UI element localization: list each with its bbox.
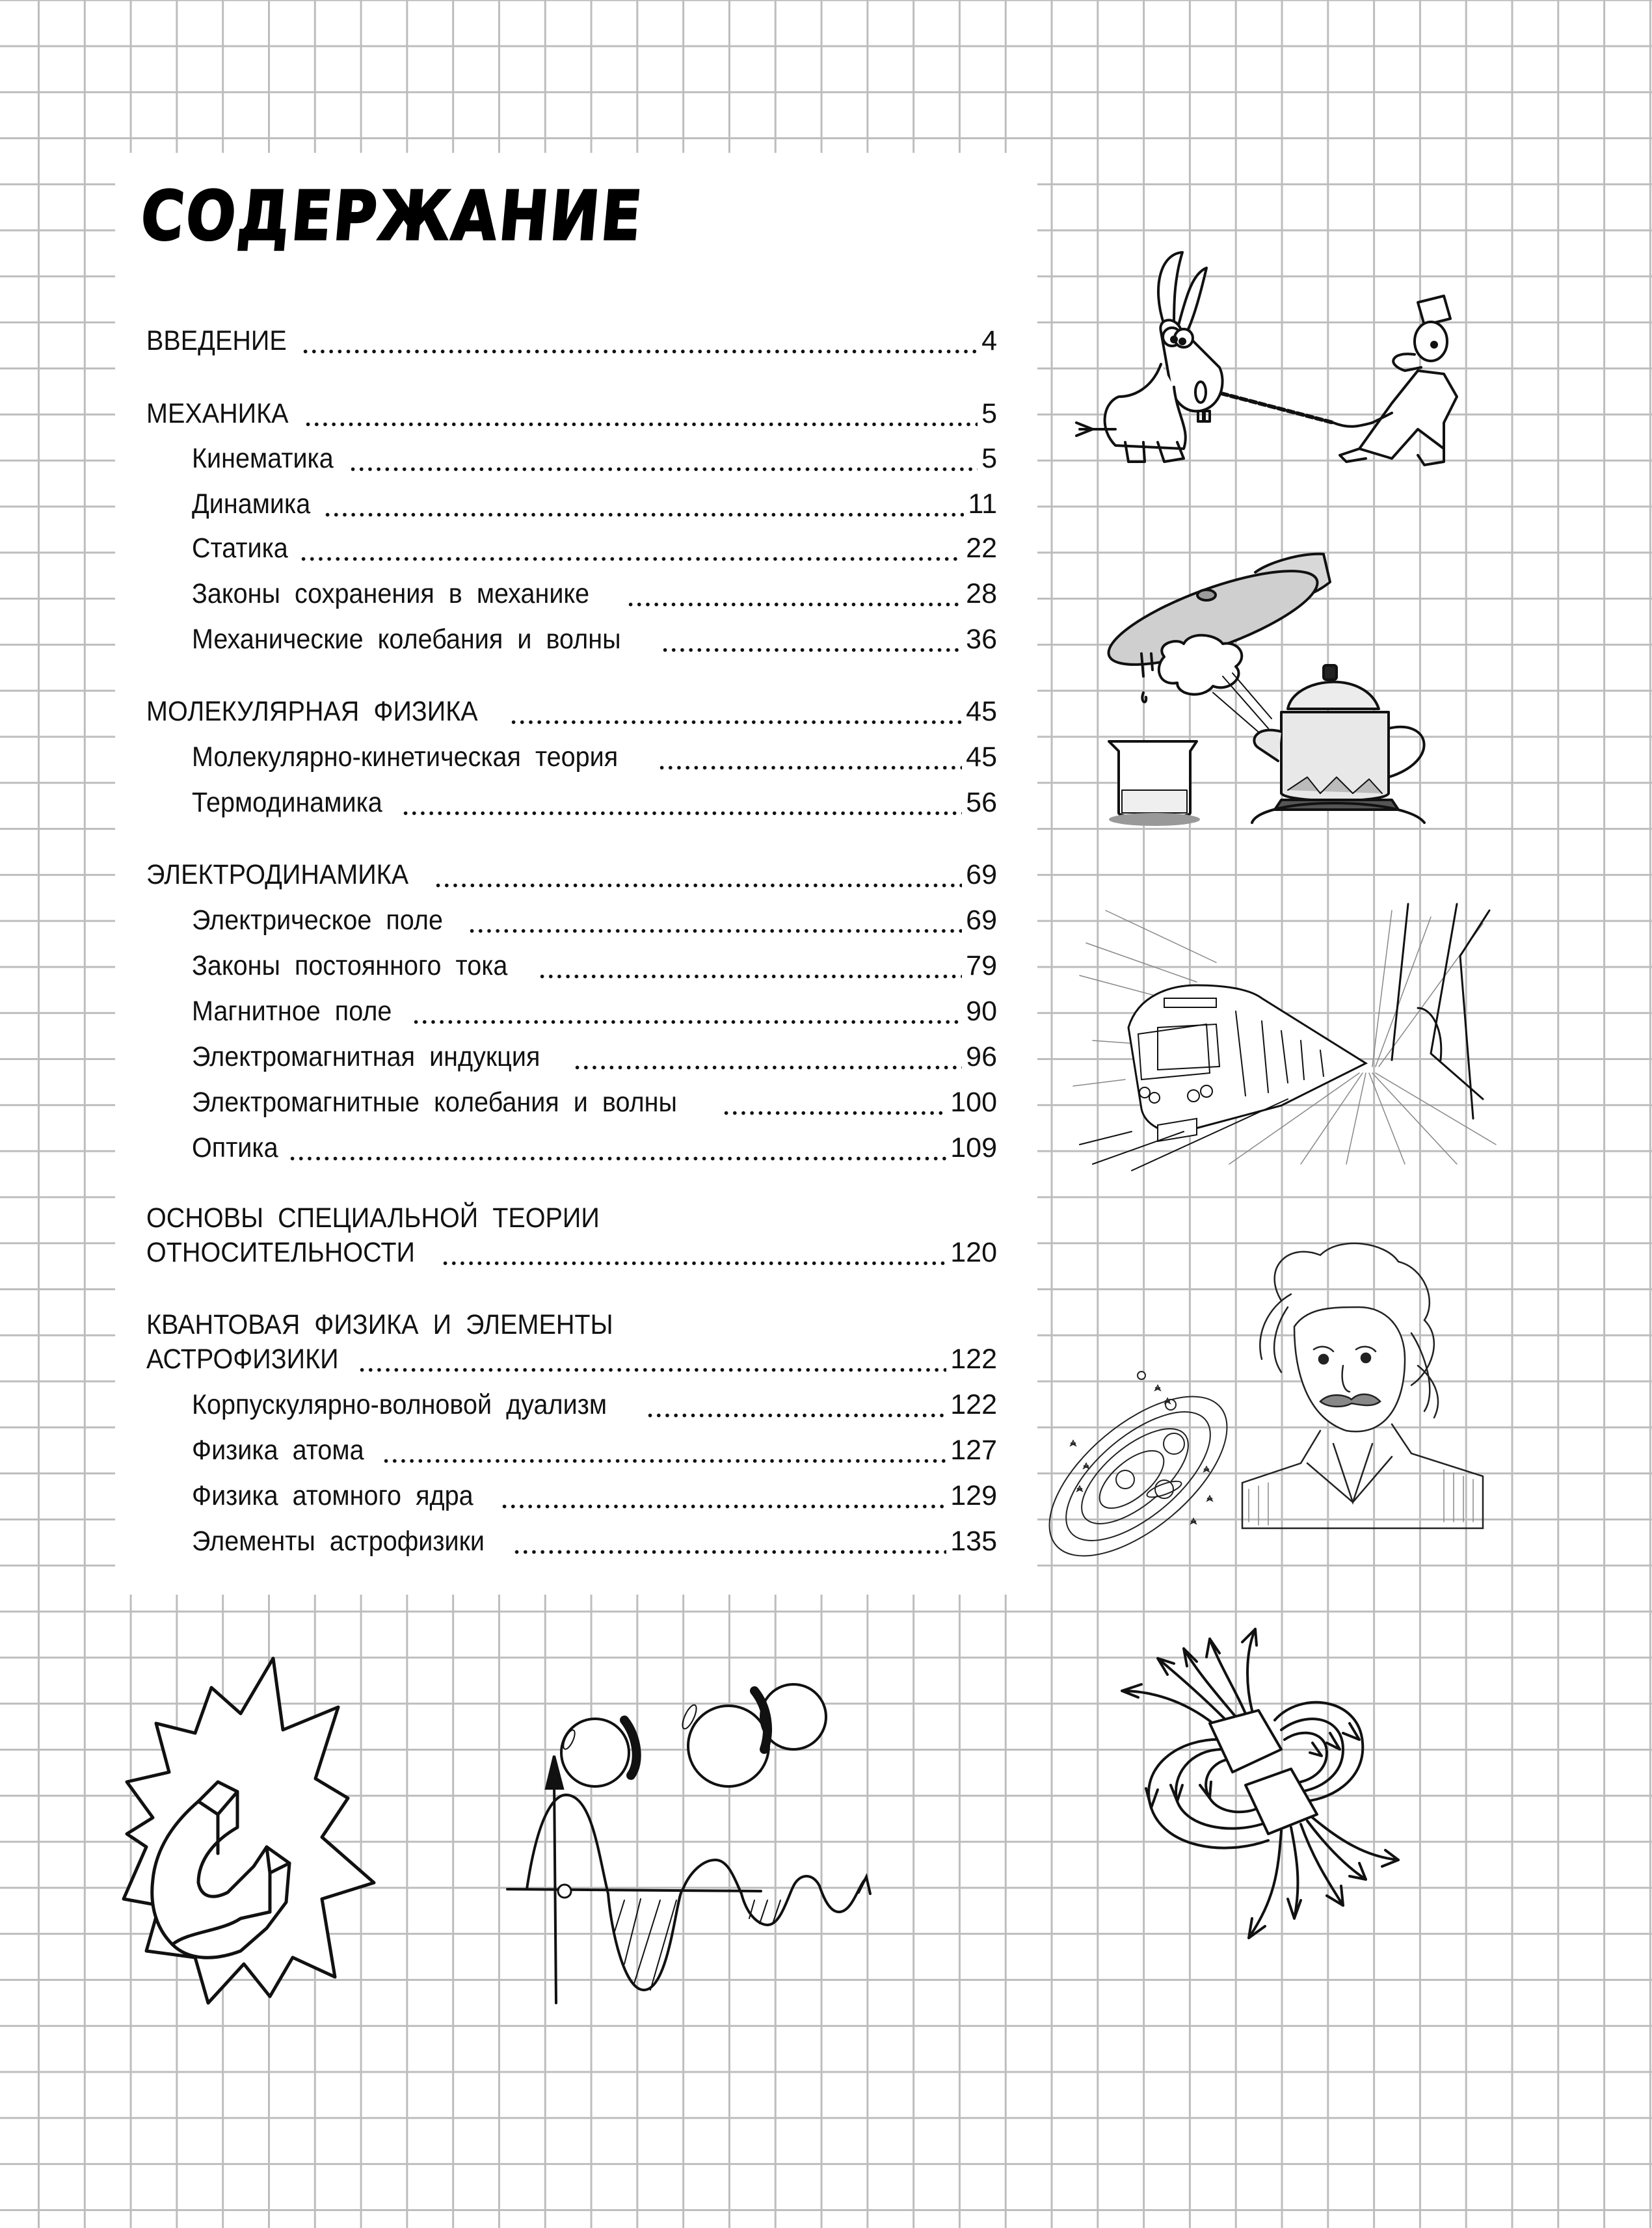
toc-entry-page: 109 bbox=[950, 1132, 997, 1163]
dot-leader bbox=[626, 576, 962, 611]
page-title: СОДЕРЖАНИЕ bbox=[137, 176, 647, 256]
wave-graph-icon bbox=[494, 1658, 1041, 2062]
dot-leader bbox=[661, 622, 962, 657]
toc-entry-label: Молекулярно-кинетическая теория bbox=[192, 741, 619, 773]
toc-entry-page: 90 bbox=[966, 996, 997, 1027]
toc-entry-page: 5 bbox=[981, 398, 997, 429]
solar-system-icon bbox=[1022, 1368, 1254, 1585]
toc-subentry-magnetic-field[interactable] bbox=[192, 994, 997, 1029]
toc-subentry-thermodynamics[interactable] bbox=[192, 785, 997, 820]
toc-subentry-electric-field[interactable] bbox=[192, 903, 997, 938]
einstein-portrait-icon bbox=[1060, 1229, 1515, 1580]
toc-entry-page: 36 bbox=[966, 624, 997, 655]
dot-leader bbox=[299, 531, 963, 566]
dot-leader bbox=[401, 785, 962, 820]
dot-leader bbox=[538, 948, 963, 983]
toc-subentry-mechanical-waves[interactable] bbox=[192, 622, 997, 657]
toc-subentry-molecular-kinetic-theory[interactable] bbox=[192, 739, 997, 775]
dot-leader bbox=[513, 1524, 946, 1559]
toc-entry-label: Корпускулярно-волновой дуализм bbox=[192, 1389, 607, 1420]
toc-entry-page: 120 bbox=[950, 1237, 997, 1268]
toc-entry-label: Элементы астрофизики bbox=[192, 1526, 485, 1557]
toc-entry-electrodynamics[interactable] bbox=[146, 857, 997, 892]
toc-entry-quantum-physics[interactable] bbox=[146, 1342, 997, 1377]
dot-leader bbox=[301, 323, 978, 358]
toc-subentry-dynamics[interactable] bbox=[192, 486, 997, 522]
toc-entry-label: Электромагнитные колебания и волны bbox=[192, 1087, 677, 1118]
toc-entry-page: 28 bbox=[966, 578, 997, 609]
donkey-pulling-rope-icon bbox=[1054, 234, 1496, 468]
toc-entry-page: 69 bbox=[966, 905, 997, 936]
toc-entry-label: МЕХАНИКА bbox=[146, 398, 289, 429]
toc-entry-introduction[interactable] bbox=[146, 323, 997, 358]
toc-entry-label: Магнитное поле bbox=[192, 996, 392, 1027]
toc-subentry-conservation-laws[interactable] bbox=[192, 576, 997, 611]
toc-subentry-em-oscillations[interactable] bbox=[192, 1085, 997, 1120]
toc-subentry-atomic-physics[interactable] bbox=[192, 1433, 997, 1468]
toc-entry-molecular-physics[interactable] bbox=[146, 694, 997, 729]
toc-entry-page: 135 bbox=[950, 1526, 997, 1557]
toc-entry-label: Законы сохранения в механике bbox=[192, 578, 590, 609]
toc-entry-label: МОЛЕКУЛЯРНАЯ ФИЗИКА bbox=[146, 696, 478, 727]
toc-subentry-direct-current[interactable] bbox=[192, 948, 997, 983]
dot-leader bbox=[304, 396, 978, 431]
toc-entry-relativity[interactable] bbox=[146, 1235, 997, 1270]
toc-entry-label: Электрическое поле bbox=[192, 905, 443, 936]
dot-leader bbox=[573, 1039, 962, 1074]
dot-leader bbox=[358, 1342, 946, 1377]
dot-leader bbox=[412, 994, 962, 1029]
dot-leader bbox=[441, 1235, 946, 1270]
toc-subentry-statics[interactable] bbox=[192, 531, 997, 566]
toc-entry-label: Физика атомного ядра bbox=[192, 1480, 473, 1511]
dot-leader bbox=[500, 1478, 946, 1513]
dot-leader bbox=[323, 486, 964, 522]
toc-subentry-astrophysics[interactable] bbox=[192, 1524, 997, 1559]
toc-entry-label: АСТРОФИЗИКИ bbox=[146, 1344, 339, 1375]
toc-entry-relativity-line1[interactable]: ОСНОВЫ СПЕЦИАЛЬНОЙ ТЕОРИИ bbox=[146, 1202, 600, 1234]
toc-entry-page: 56 bbox=[966, 787, 997, 818]
dot-leader bbox=[722, 1085, 946, 1120]
dot-leader bbox=[646, 1387, 947, 1422]
toc-entry-label: Электромагнитная индукция bbox=[192, 1041, 540, 1072]
toc-entry-label: Статика bbox=[192, 533, 288, 564]
magnetic-field-icon bbox=[1106, 1626, 1470, 2029]
toc-entry-page: 69 bbox=[966, 859, 997, 890]
toc-entry-label: ЭЛЕКТРОДИНАМИКА bbox=[146, 859, 409, 890]
toc-subentry-optics[interactable] bbox=[192, 1130, 997, 1165]
toc-entry-page: 127 bbox=[950, 1435, 997, 1466]
toc-subentry-em-induction[interactable] bbox=[192, 1039, 997, 1074]
toc-entry-page: 45 bbox=[966, 741, 997, 773]
subway-train-icon bbox=[1067, 891, 1509, 1177]
dot-leader bbox=[288, 1130, 946, 1165]
toc-entry-quantum-line1[interactable]: КВАНТОВАЯ ФИЗИКА И ЭЛЕМЕНТЫ bbox=[146, 1309, 613, 1340]
dot-leader bbox=[382, 1433, 947, 1468]
molecule-icon bbox=[561, 1684, 826, 1786]
toc-entry-label: Термодинамика bbox=[192, 787, 382, 818]
toc-subentry-wave-particle-duality[interactable] bbox=[192, 1387, 997, 1422]
magnet-starburst-icon bbox=[111, 1652, 384, 2016]
toc-entry-label: Законы постоянного тока bbox=[192, 950, 508, 981]
toc-entry-page: 122 bbox=[950, 1389, 997, 1420]
toc-entry-label: Механические колебания и волны bbox=[192, 624, 621, 655]
dot-leader bbox=[509, 694, 962, 729]
dot-leader bbox=[658, 739, 962, 775]
boiling-kettle-condensation-icon bbox=[1093, 546, 1457, 826]
toc-entry-label: ОТНОСИТЕЛЬНОСТИ bbox=[146, 1237, 415, 1268]
toc-entry-label: Физика атома bbox=[192, 1435, 364, 1466]
einstein-head bbox=[1242, 1243, 1483, 1528]
dot-leader bbox=[468, 903, 963, 938]
dot-leader bbox=[349, 441, 978, 476]
toc-entry-page: 122 bbox=[950, 1344, 997, 1375]
toc-entry-page: 129 bbox=[950, 1480, 997, 1511]
toc-entry-page: 5 bbox=[981, 443, 997, 474]
toc-entry-label: Кинематика bbox=[192, 443, 334, 474]
toc-entry-page: 79 bbox=[966, 950, 997, 981]
toc-subentry-kinematics[interactable] bbox=[192, 441, 997, 476]
toc-entry-page: 96 bbox=[966, 1041, 997, 1072]
toc-subentry-nuclear-physics[interactable] bbox=[192, 1478, 997, 1513]
toc-entry-mechanics[interactable] bbox=[146, 396, 997, 431]
toc-entry-label: ВВЕДЕНИЕ bbox=[146, 325, 287, 356]
toc-entry-page: 11 bbox=[968, 488, 997, 520]
toc-entry-label: Динамика bbox=[192, 488, 311, 520]
toc-entry-page: 100 bbox=[950, 1087, 997, 1118]
toc-entry-page: 22 bbox=[966, 533, 997, 564]
dot-leader bbox=[434, 857, 962, 892]
toc-entry-page: 45 bbox=[966, 696, 997, 727]
toc-entry-label: Оптика bbox=[192, 1132, 278, 1163]
toc-entry-page: 4 bbox=[981, 325, 997, 356]
